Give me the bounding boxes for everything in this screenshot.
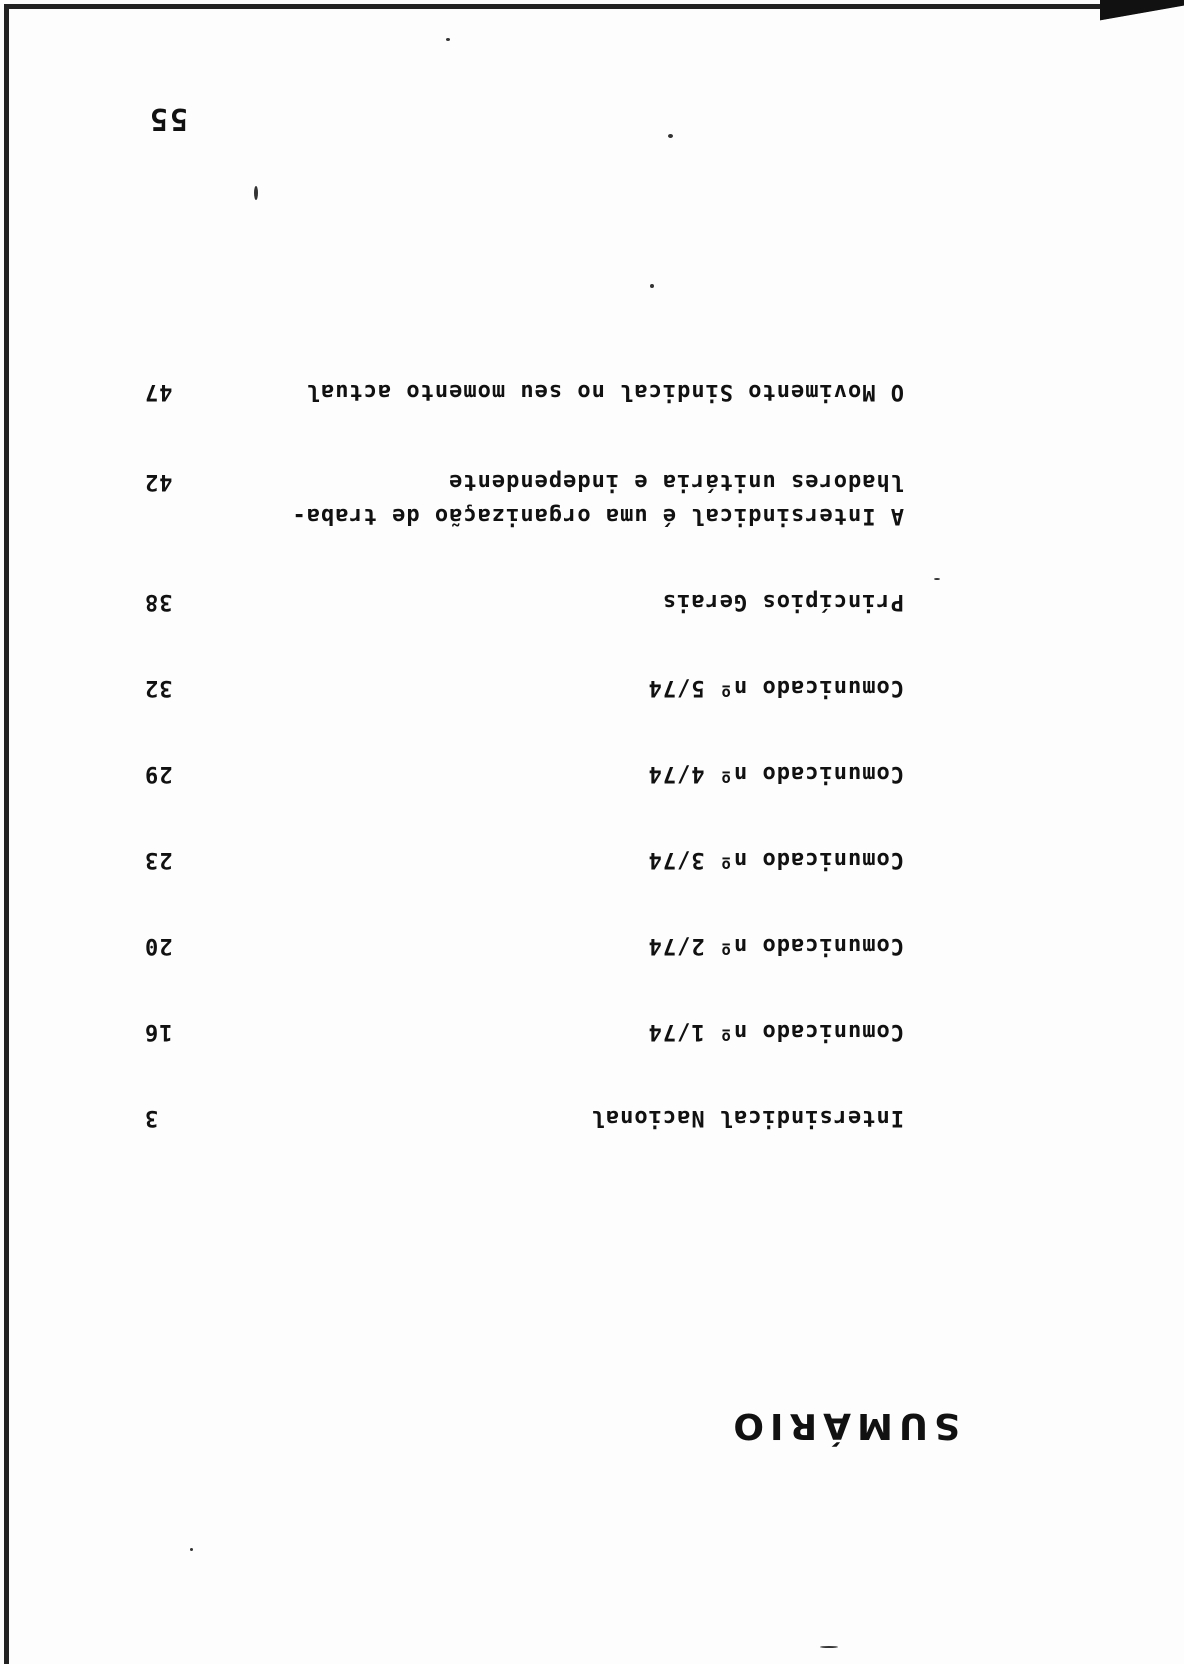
- toc-entry-title: A Intersindical é uma organização de traba- lhadores unitária e independente: [291, 469, 904, 528]
- toc-entry-title: Intersindical Nacional: [590, 1105, 904, 1130]
- toc-entry-title: Comunicado nº 4/74: [647, 761, 904, 786]
- toc-entry: [144, 876, 904, 962]
- toc-entry: [144, 618, 904, 704]
- toc-entry-title: Comunicado nº 2/74: [647, 933, 904, 958]
- toc-entry: [144, 962, 904, 1048]
- toc-entry-title: Princípios Gerais: [661, 589, 904, 614]
- toc-entry-page: 42: [144, 469, 173, 494]
- toc-entry-title: Comunicado nº 5/74: [647, 675, 904, 700]
- toc-entry-page: 3: [144, 1105, 159, 1130]
- table-of-contents: [144, 322, 904, 1134]
- toc-entry: [144, 532, 904, 618]
- page-number: 55: [147, 101, 188, 136]
- toc-entry-page: 16: [144, 1019, 173, 1044]
- toc-entry-title: Comunicado nº 3/74: [647, 847, 904, 872]
- toc-entry: [144, 1048, 904, 1134]
- toc-entry: [144, 408, 904, 532]
- toc-entry-page: 29: [144, 761, 173, 786]
- toc-entry: [144, 322, 904, 408]
- toc-entry-page: 23: [144, 847, 173, 872]
- toc-entry-title: O Movimento Sindical no seu momento actual: [305, 379, 904, 404]
- toc-entry: [144, 704, 904, 790]
- toc-entry-title: Comunicado nº 1/74: [647, 1019, 904, 1044]
- toc-entry-page: 32: [144, 675, 173, 700]
- toc-entry-page: 38: [144, 589, 173, 614]
- document-title: SUMÁRIO: [727, 1405, 960, 1446]
- toc-entry-page: 20: [144, 933, 173, 958]
- toc-entry: [144, 790, 904, 876]
- toc-entry-page: 47: [144, 379, 173, 404]
